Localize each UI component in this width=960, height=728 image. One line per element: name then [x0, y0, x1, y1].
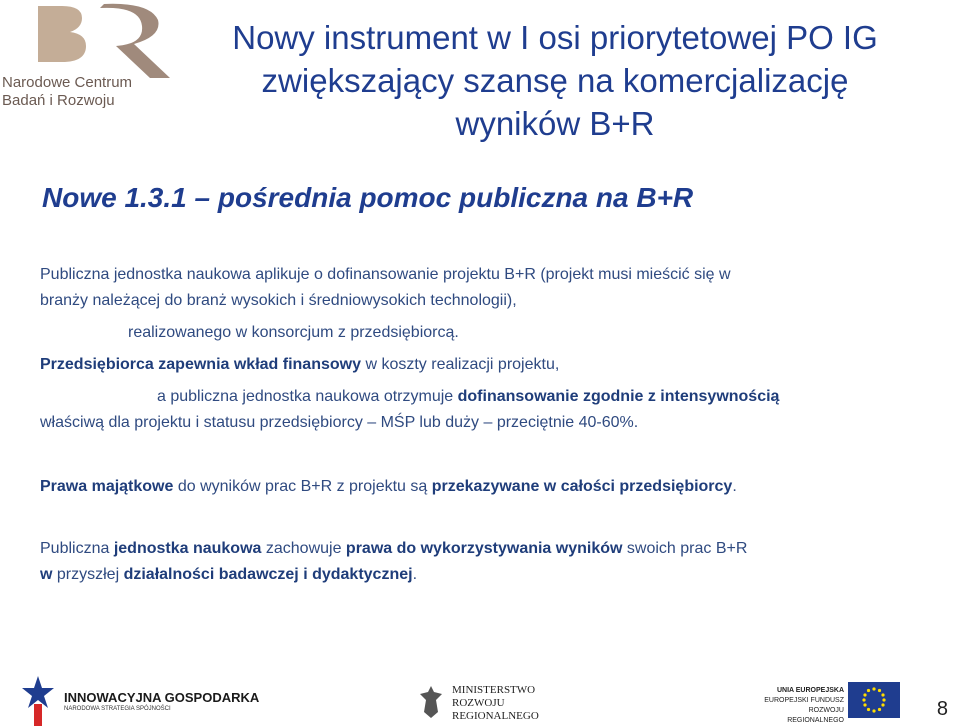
p2-bold2: dofinansowanie zgodnie z intensywnością — [457, 388, 780, 405]
page-number: 8 — [936, 698, 948, 720]
ministry-line1: MINISTERSTWO — [452, 684, 536, 696]
slide-title — [190, 16, 920, 145]
eu-flag-icon — [848, 682, 900, 718]
eu-line2: EUROPEJSKI FUNDUSZ — [764, 697, 844, 704]
title-line3: wyników B+R — [455, 105, 655, 142]
p2-bold1: Przedsiębiorca zapewnia wkład finansowy — [40, 356, 361, 373]
footer-logos — [0, 668, 960, 728]
p4-text4: przyszłej — [52, 566, 124, 583]
p4-text3: swoich prac B+R — [622, 540, 748, 557]
p1-line1: Publiczna jednostka naukowa aplikuje o dofinansowanie projektu B+R (projekt musi mieścić się w — [40, 266, 731, 283]
p4-text1: Publiczna — [40, 540, 114, 557]
p2-text1: w koszty realizacji projektu, — [361, 356, 560, 373]
p1-line3: realizowanego w konsorcjum z przedsiębiorcą. — [128, 324, 459, 341]
title-line1: Nowy instrument w I osi priorytetowej PO IG — [232, 19, 878, 56]
p4-bold1: jednostka naukowa — [113, 540, 262, 557]
ig-title: INNOWACYJNA GOSPODARKA — [64, 690, 260, 705]
ministry-name — [452, 684, 539, 723]
paragraph-2 — [40, 352, 920, 436]
ministry-line3: REGIONALNEGO — [452, 710, 539, 722]
p4-text2: zachowuje — [261, 540, 346, 557]
paragraph-1 — [40, 262, 920, 346]
ig-star-icon — [22, 674, 54, 728]
p3-text1: do wyników prac B+R z projektu są — [173, 478, 432, 495]
p3-text2: . — [732, 478, 737, 495]
eu-text — [760, 686, 844, 726]
p3-bold1: Prawa majątkowe — [40, 478, 174, 495]
paragraph-3 — [40, 474, 920, 500]
p4-bold4: działalności badawczej i dydaktycznej — [123, 566, 413, 583]
paragraph-4 — [40, 536, 920, 588]
br-logo-icon — [0, 0, 200, 80]
p4-bold2: prawa do wykorzystywania wyników — [345, 540, 623, 557]
p2-line3: właściwą dla projektu i statusu przedsiębiorcy – MŚP lub duży – przeciętnie 40-60%. — [40, 414, 639, 431]
eagle-icon — [418, 684, 444, 720]
p2-line2a: a publiczna jednostka naukowa otrzymuje — [157, 388, 458, 405]
p4-text5: . — [412, 566, 418, 583]
logo-line2: Badań i Rozwoju — [2, 92, 115, 109]
slide-subtitle: Nowe 1.3.1 – pośrednia pomoc publiczna na B+R — [42, 182, 694, 213]
ncbr-logo — [0, 0, 200, 120]
p1-line2: branży należącej do branż wysokich i średniowysokich technologii), — [40, 292, 517, 309]
title-line2: zwiększający szansę na komercjalizację — [261, 62, 849, 99]
logo-line1: Narodowe Centrum — [2, 74, 133, 91]
p4-bold3: w — [40, 566, 53, 583]
eu-line3: ROZWOJU REGIONALNEGO — [787, 707, 844, 724]
ig-subtitle: NARODOWA STRATEGIA SPÓJNOŚCI — [64, 706, 171, 712]
eu-line1: UNIA EUROPEJSKA — [776, 687, 844, 694]
p3-bold2: przekazywane w całości przedsiębiorcy — [431, 478, 733, 495]
ministry-line2: ROZWOJU — [452, 697, 505, 709]
